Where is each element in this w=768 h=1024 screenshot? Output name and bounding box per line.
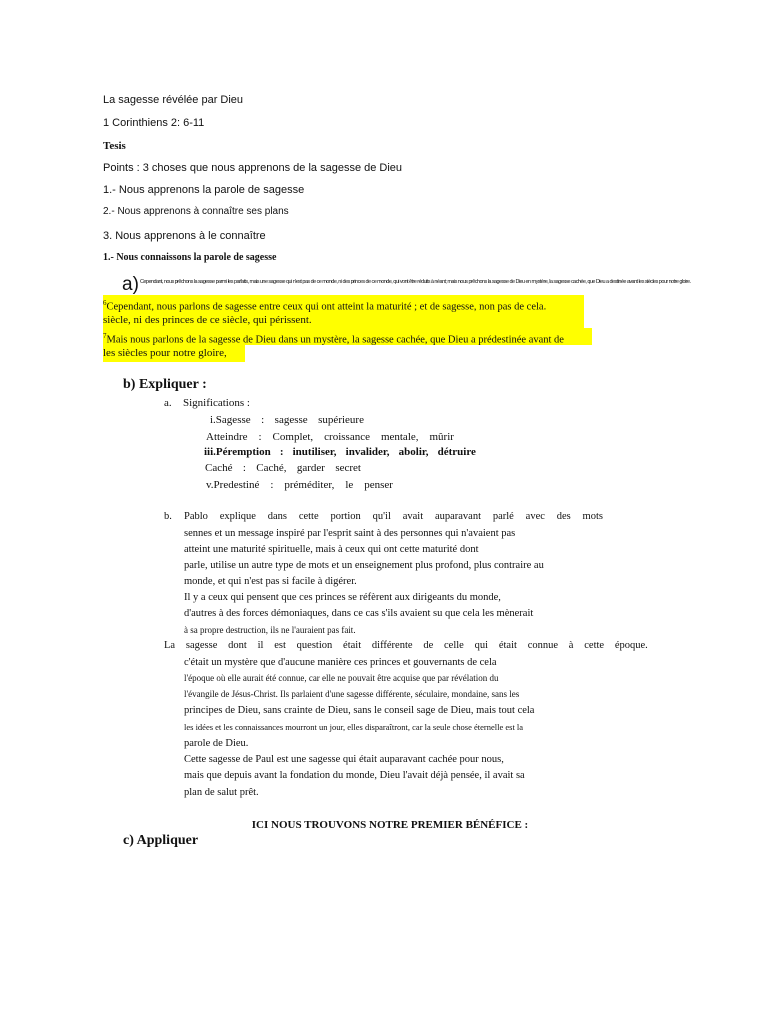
paragraph-b-line: Il y a ceux qui pensent que ces princes se réfèrent aux dirigeants du monde,	[184, 592, 501, 603]
document-title: La sagesse révélée par Dieu	[103, 94, 244, 106]
word: était	[343, 640, 362, 651]
word: était	[498, 640, 517, 651]
verse-7-text: Mais nous parlons de la sagesse de Dieu dans un mystère, la sagesse cachée, que Dieu a prédestinée avant de	[106, 334, 564, 346]
definition-term: iii.Péremption	[204, 446, 271, 458]
paragraph-b-line: atteint une maturité spirituelle, mais à ceux qui ont cette maturité dont	[184, 544, 479, 555]
points-summary: Points : 3 choses que nous apprenons de la sagesse de Dieu	[103, 162, 403, 174]
word: dont	[228, 640, 247, 651]
paragraph-c-line: Cette sagesse de Paul est une sagesse qui était auparavant cachée pour nous,	[184, 754, 504, 765]
word: de	[423, 640, 434, 651]
word: époque.	[614, 640, 648, 651]
word: avec	[525, 511, 545, 522]
point-2: 2.- Nous apprenons à connaître ses plans	[103, 206, 289, 217]
verse-7-number: 7	[103, 332, 107, 340]
word: explique	[219, 511, 256, 522]
significations-label: a.	[164, 397, 172, 409]
paragraph-b-first-line	[184, 511, 603, 522]
definition-word: inutiliser,	[292, 446, 337, 458]
paragraph-b-label: b.	[164, 511, 172, 522]
definition-word: préméditer,	[284, 479, 335, 491]
verse-6-text: Cependant, nous parlons de sagesse entre ceux qui ont atteint la maturité ; et de sagesse, non pas de cela.	[106, 301, 547, 313]
paragraph-c-line: les idées et les connaissances mourront un jour, elles disparaîtront, car la seule chose éternelle est la	[184, 722, 524, 732]
word: question	[296, 640, 333, 651]
paragraph-c-line: principes de Dieu, sans crainte de Dieu, sans le conseil sage de Dieu, mais tout cela	[184, 705, 535, 716]
tesis-label: Tesis	[103, 140, 126, 152]
definition-word: abolir,	[398, 446, 429, 458]
paragraph-c-first-line	[164, 640, 648, 651]
definition-word: le	[345, 479, 354, 491]
benefit-heading: ICI NOUS TROUVONS NOTRE PREMIER BÉNÉFICE :	[251, 819, 529, 831]
verse-6-number: 6	[103, 299, 107, 307]
definition-word: mentale,	[380, 431, 419, 443]
point-3: 3. Nous apprenons à le connaître	[103, 230, 266, 242]
word: parlé	[492, 511, 514, 522]
definition-word: garder	[296, 462, 325, 474]
definition-word: secret	[335, 462, 361, 474]
definition-colon: :	[258, 431, 262, 443]
word: portion	[330, 511, 361, 522]
word: connue	[527, 640, 559, 651]
definition-row	[206, 431, 454, 443]
definition-word: penser	[364, 479, 393, 491]
word: est	[274, 640, 286, 651]
paragraph-b-line: à sa propre destruction, ils ne l'auraient pas fait.	[184, 625, 356, 635]
definition-term: i.Sagesse	[210, 414, 251, 426]
paragraph-c-line: mais que depuis avant la fondation du monde, Dieu l'avait déjà pensée, il avait sa	[184, 770, 525, 781]
definition-word: Caché,	[256, 462, 287, 474]
word: des	[556, 511, 571, 522]
paragraph-b-line: monde, et qui n'est pas si facile à digérer.	[184, 576, 357, 587]
word: avait	[402, 511, 424, 522]
verse-7-line-1	[103, 328, 592, 345]
section-1-heading: 1.- Nous connaissons la parole de sagesse	[103, 252, 277, 263]
paragraph-b-line: d'autres à des forces démoniaques, dans ce cas s'ils avaient su que cela les mènerait	[184, 608, 534, 619]
word: à	[568, 640, 574, 651]
definition-row	[210, 414, 364, 426]
word: qu'il	[372, 511, 391, 522]
definition-row	[206, 479, 393, 491]
explain-heading: b) Expliquer :	[123, 377, 207, 392]
definition-word: sagesse	[274, 414, 308, 426]
word: qui	[474, 640, 489, 651]
scripture-reference: 1 Corinthiens 2: 6-11	[103, 117, 205, 129]
point-1: 1.- Nous apprenons la parole de sagesse	[103, 184, 305, 196]
paragraph-b-line: parle, utilise un autre type de mots et un enseignement plus profond, plus contraire au	[184, 560, 544, 571]
definition-row	[204, 446, 476, 458]
paragraph-c-line: l'évangile de Jésus-Christ. Ils parlaient d'une sagesse différente, séculaire, mondaine, sans les	[184, 689, 520, 699]
apply-heading: c) Appliquer	[123, 833, 199, 848]
word: dans	[267, 511, 287, 522]
word: mots	[582, 511, 603, 522]
paragraph-b-line: sennes et un message inspiré par l'esprit saint à des personnes qui n'avaient pas	[184, 528, 516, 539]
definition-term: Caché	[205, 462, 233, 474]
definition-word: Complet,	[272, 431, 314, 443]
paragraph-c-line: plan de salut prêt.	[184, 787, 259, 798]
definition-word: mûrir	[429, 431, 454, 443]
verse-tiny-text: Cependant, nous prêchons la sagesse parmi les parfaits, mais une sagesse qui n'est pas de ce monde, ni des princes de ce monde, qui vont être réduits à néant; mais nous prêchons la sagesse de Dieu en mystère, la sagesse cachée, que Dieu a destinée avant les siècles pour notre gloire.	[140, 279, 691, 285]
subsection-a-label: a)	[122, 274, 139, 295]
word: il	[257, 640, 264, 651]
paragraph-c-line: l'époque où elle aurait été connue, car elle ne pouvait être acquise que par révélation du	[184, 673, 499, 683]
paragraph-c-line: c'était un mystère que d'aucune manière ces princes et gouvernants de cela	[184, 657, 497, 668]
verse-6-line-2: siècle, ni des princes de ce siècle, qui périssent.	[103, 312, 584, 329]
word: sagesse	[185, 640, 218, 651]
word: celle	[444, 640, 464, 651]
definition-word: croissance	[324, 431, 370, 443]
word: différente	[371, 640, 413, 651]
word: La	[164, 640, 176, 651]
word: cette	[298, 511, 319, 522]
verse-6-line-1	[103, 295, 584, 312]
definition-colon: :	[242, 462, 246, 474]
word: cette	[584, 640, 605, 651]
definition-row	[205, 462, 361, 474]
word: Pablo	[184, 511, 208, 522]
definition-colon: :	[270, 479, 274, 491]
definition-word: détruire	[437, 446, 476, 458]
word: auparavant	[434, 511, 481, 522]
significations-title: Significations :	[183, 397, 250, 409]
definition-word: supérieure	[318, 414, 364, 426]
definition-term: Atteindre	[206, 431, 248, 443]
verse-7-line-2: les siècles pour notre gloire,	[103, 345, 245, 362]
definition-colon: :	[279, 446, 284, 458]
definition-word: invalider,	[345, 446, 390, 458]
definition-colon: :	[261, 414, 265, 426]
definition-term: v.Predestiné	[206, 479, 260, 491]
paragraph-c-line: parole de Dieu.	[184, 738, 249, 749]
